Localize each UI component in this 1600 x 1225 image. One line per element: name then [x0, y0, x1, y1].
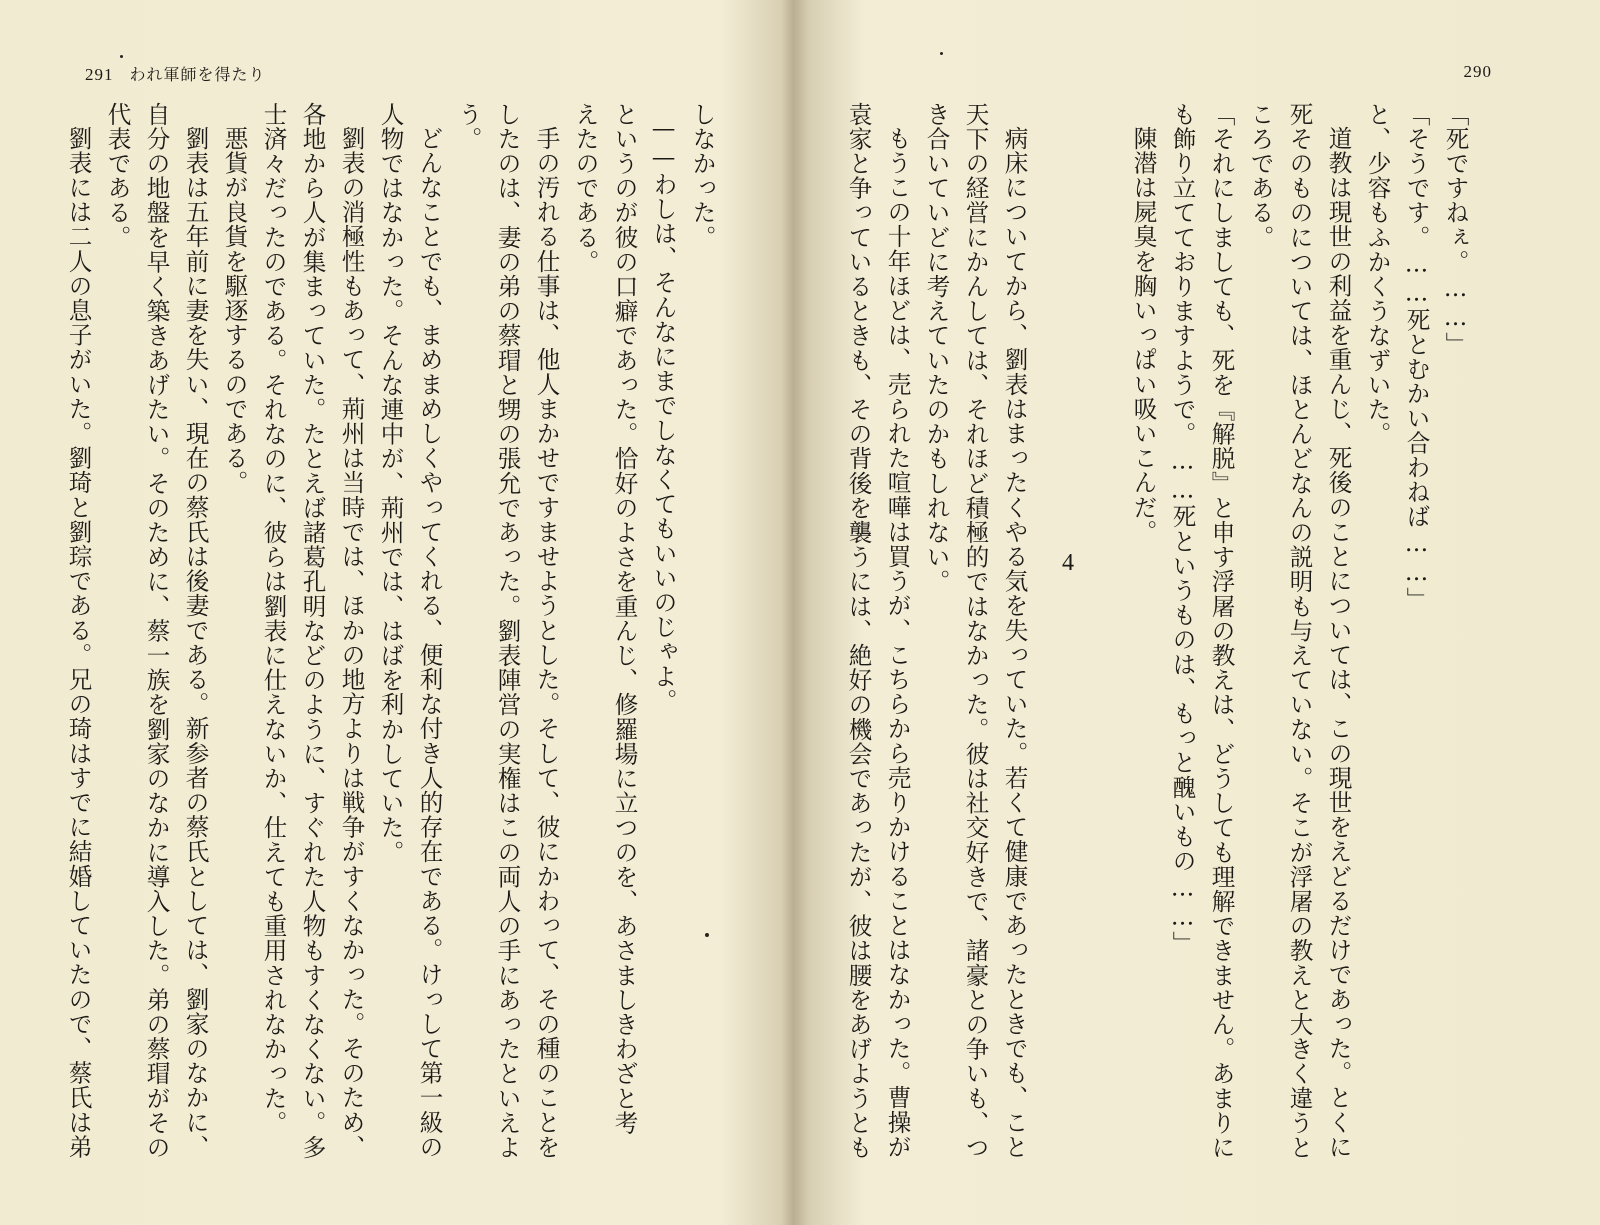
text-column: 劉表には二人の息子がいた。劉琦と劉琮である。兄の琦はすでに結婚していたので、蔡氏は弟 [64, 126, 93, 1160]
left-page [0, 0, 790, 1225]
text-column: 天下の経営にかんしては、それほど積極的ではなかった。彼は社交好きで、諸豪との争いも、つ [961, 102, 990, 1160]
left-page-header [85, 62, 266, 85]
text-column: したのは、妻の弟の蔡瑁と甥の張允であった。劉表陣営の実権はこの両人の手にあったといえよ [493, 102, 522, 1160]
text-column: 病床についてから、劉表はまったくやる気を失っていた。若くて健康であったときでも、こと [1000, 126, 1029, 1160]
text-column: 死そのものについては、ほとんどなんの説明も与えていない。そこが浮屠の教えと大きく違うと [1285, 102, 1314, 1160]
text-column: 各地から人が集まっていた。たとえば諸葛孔明などのように、すぐれた人物もすくなくない。多 [298, 102, 327, 1160]
text-column: 悪貨が良貨を駆逐するのである。 [220, 126, 249, 495]
text-column: も飾り立てておりますようで。……死というものは、もっと醜いもの……」 [1168, 102, 1197, 956]
text-column: 手の汚れる仕事は、他人まかせですませようとした。そして、彼にかわって、その種のことを [532, 126, 561, 1160]
text-column: ころである。 [1246, 102, 1275, 250]
text-column: どんなことでも、まめまめしくやってくれる、便利な付き人的存在である。けっして第一級の [415, 126, 444, 1160]
text-column: 代表である。 [103, 102, 132, 250]
text-column: 陳潜は屍臭を胸いっぱい吸いこんだ。 [1129, 126, 1158, 545]
text-column: 道教は現世の利益を重んじ、死後のことについては、この現世をえどるだけであった。とくに [1324, 126, 1353, 1160]
text-column: と、少容もふかくうなずいた。 [1363, 102, 1392, 447]
text-column: 士済々だったのである。それなのに、彼らは劉表に仕えないか、仕えても重用されなかった。 [259, 102, 288, 1136]
text-column: 「そうです。……死とむかい合わねば……」 [1402, 102, 1431, 612]
running-title: われ軍師を得たり [129, 65, 266, 84]
text-column: えたのである。 [571, 102, 600, 275]
text-column: ——わしは、そんなにまでしなくてもいいのじゃよ。 [649, 114, 678, 714]
text-column: う。 [454, 102, 483, 152]
text-column: 「それにしましても、死を『解脱』と申す浮屠の教えは、どうしても理解できません。あまりに [1207, 102, 1236, 1160]
text-column: しなかった。 [688, 102, 717, 250]
section-number: 4 [1062, 550, 1074, 576]
ink-speck [940, 52, 943, 55]
text-column: 自分の地盤を早く築きあげたい。そのために、蔡一族を劉家のなかに導入した。弟の蔡瑁がその [142, 102, 171, 1160]
page-number: 291 [85, 65, 114, 84]
text-column: 劉表は五年前に妻を失い、現在の蔡氏は後妻である。新参者の蔡氏としては、劉家のなかに、 [181, 126, 210, 1160]
page-number: 290 [1463, 62, 1492, 81]
text-column: というのが彼の口癖であった。恰好のよさを重んじ、修羅場に立つのを、あさましきわざと考 [610, 102, 639, 1136]
ink-speck [705, 933, 709, 937]
right-page [800, 0, 1600, 1225]
text-column: 「死ですねぇ。……」 [1441, 102, 1470, 357]
text-column: 人物ではなかった。そんな連中が、荊州では、はばを利かしていた。 [376, 102, 405, 865]
text-column: 劉表の消極性もあって、荊州は当時では、ほかの地方よりは戦争がすくなかった。そのため、 [337, 126, 366, 1160]
text-column: 袁家と争っているときも、その背後を襲うには、絶好の機会であったが、彼は腰をあげようとも [844, 102, 873, 1160]
text-column: き合いていどに考えていたのかもしれない。 [922, 102, 951, 594]
right-page-header [1464, 62, 1493, 82]
ink-speck [120, 55, 123, 58]
text-column: もうこの十年ほどは、売られた喧嘩は買うが、こちらから売りかけることはなかった。曹操が [883, 126, 912, 1160]
